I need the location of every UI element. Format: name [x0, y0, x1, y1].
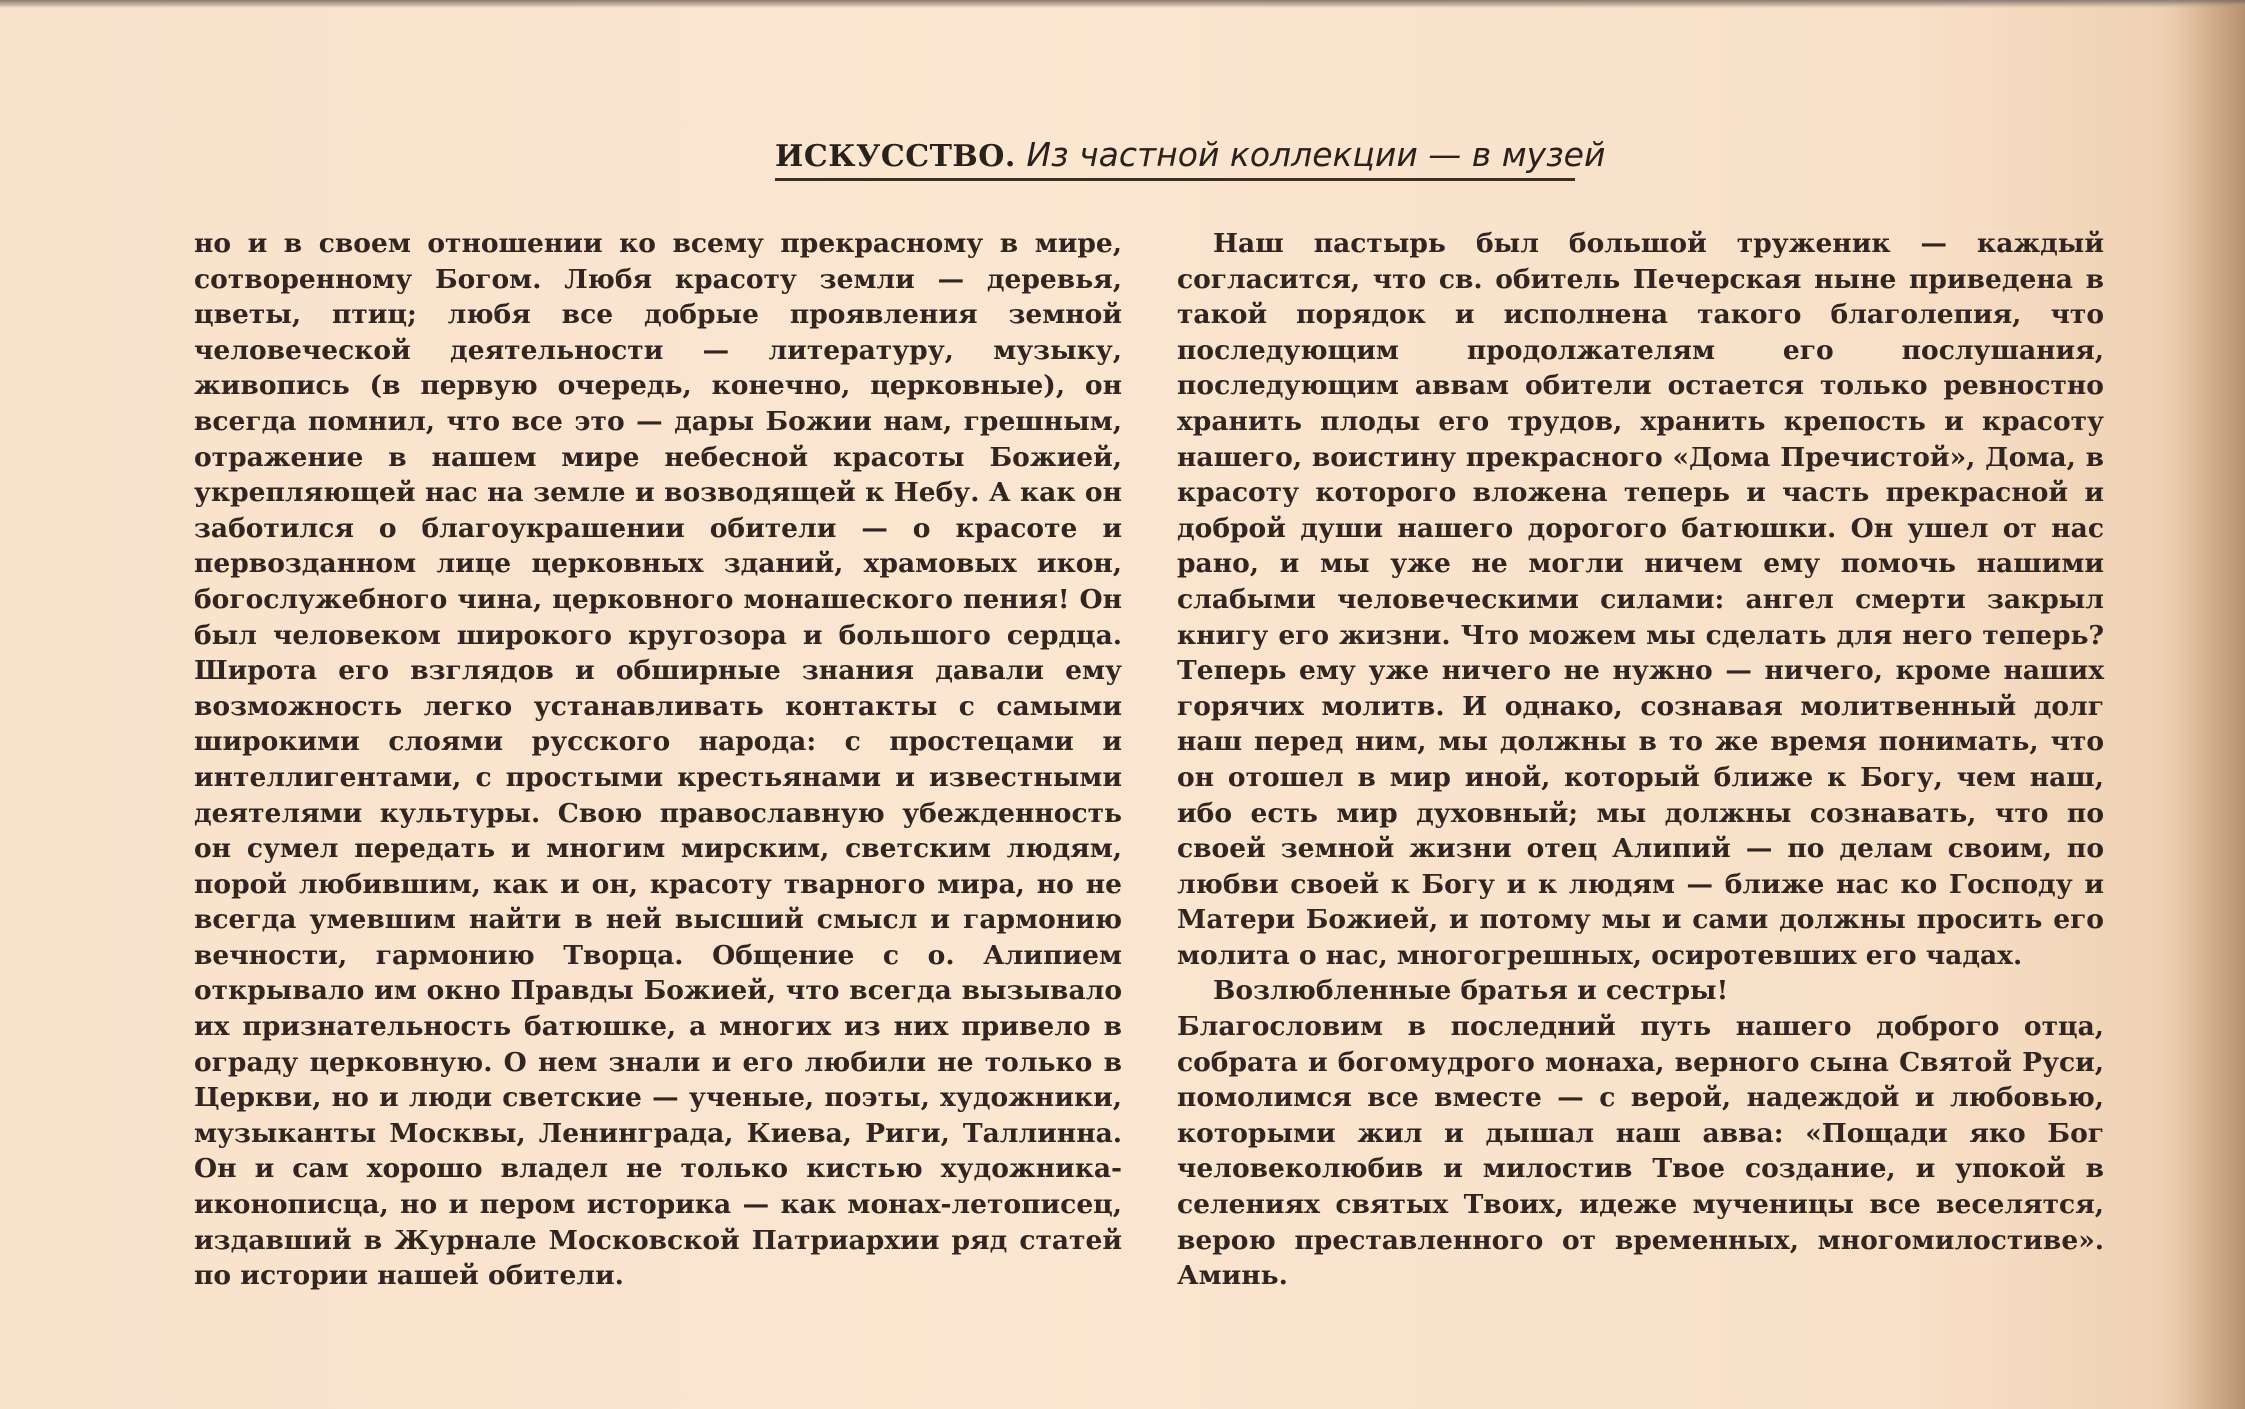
left-paragraph: но и в своем отношении ко всему прекрасному в мире, сотворенному Богом. Любя красоту земли — деревья, цветы, птиц; любя все добрые проявления земной человеческой деятельности — литературу, музыку, живопись (в первую очередь, конечно, церковные), он всегда помнил, что все это — дары Божии нам, грешным, отражение в нашем мире небесной красоты Божией, укрепляющей нас на земле и возводящей к Небу. А как он заботился о благоукрашении обители — о красоте и первозданном лице церковных зданий, храмовых икон, богослужебного чина, церковного монашеского пения! Он был человеком широкого кругозора и большого сердца. Широта его взглядов и обширные знания давали ему возможность легко устанавливать контакты с самыми широкими слоями русского народа: с простецами и интеллигентами, с простыми крестьянами и известными деятелями культуры. Свою православную убежденность он сумел передать и многим мирским, светским людям, порой любившим, как и он, красоту тварного мира, но не всегда умевшим найти в ней высший смысл и гармонию вечности, гармонию Творца. Общение с о. Алипием открывало им окно Правды Божией, что всегда вызывало их признательность батюшке, а многих из них привело в ограду церковную. О нем знали и его любили не только в Церкви, но и люди светские — ученые, поэты, художники, музыканты Москвы, Ленинграда, Киева, Риги, Таллинна. Он и сам хорошо владел не только кистью художника-иконописца, но и пером историка — как монах-летописец, издавший в Журнале Московской Патриархии ряд статей по истории нашей обители.	[194, 228, 1122, 1292]
running-header	[775, 132, 1606, 181]
header-article-title: Из частной коллекции — в музей	[1026, 135, 1606, 174]
header-section-title: ИСКУССТВО.	[775, 139, 1016, 174]
book-spine-shadow	[2175, 0, 2245, 1409]
right-paragraph: Наш пастырь был большой труженик — каждый согласится, что св. обитель Печерская ныне приведена в такой порядок и исполнена такого благолепия, что последующим продолжателям его послушания, последующим аввам обители остается только ревностно хранить плоды его трудов, хранить крепость и красоту нашего, воистину прекрасного «Дома Пречистой», Дома, в красоту которого вложена теперь и часть прекрасной и доброй души нашего дорогого батюшки. Он ушел от нас рано, и мы уже не могли ничем ему помочь нашими слабыми человеческими силами: ангел смерти закрыл книгу его жизни. Что можем мы сделать для него теперь? Теперь ему уже ничего не нужно — ничего, кроме наших горячих молитв. И однако, сознавая молитвенный долг наш перед ним, мы должны в то же время понимать, что он отошел в мир иной, который ближе к Богу, чем наш, ибо есть мир духовный; мы должны сознавать, что по своей земной жизни отец Алипий — по делам своим, по любви своей к Богу и к людям — ближе нас ко Господу и Матери Божией, и потому мы и сами должны просить его молита о нас, многогрешных, осиротевших его чадах.	[1177, 228, 2104, 971]
page-top-edge	[0, 0, 2245, 8]
left-text-column	[194, 226, 1122, 1294]
closing-prayer-paragraph: Благословим в последний путь нашего доброго отца, собрата и богомудрого монаха, верного сына Святой Руси, помолимся все вместе — с верой, надеждой и любовью, которыми жил и дышал наш авва: «Пощади яко Бог человеколюбив и милостив Твое создание, и упокой в селениях святых Твоих, идеже мученицы все веселятся, верою преставленного от временных, многомилостиве». Аминь.	[1177, 1011, 2104, 1292]
address-line: Возлюбленные братья и сестры!	[1213, 975, 1729, 1007]
right-text-column	[1177, 226, 2104, 1294]
